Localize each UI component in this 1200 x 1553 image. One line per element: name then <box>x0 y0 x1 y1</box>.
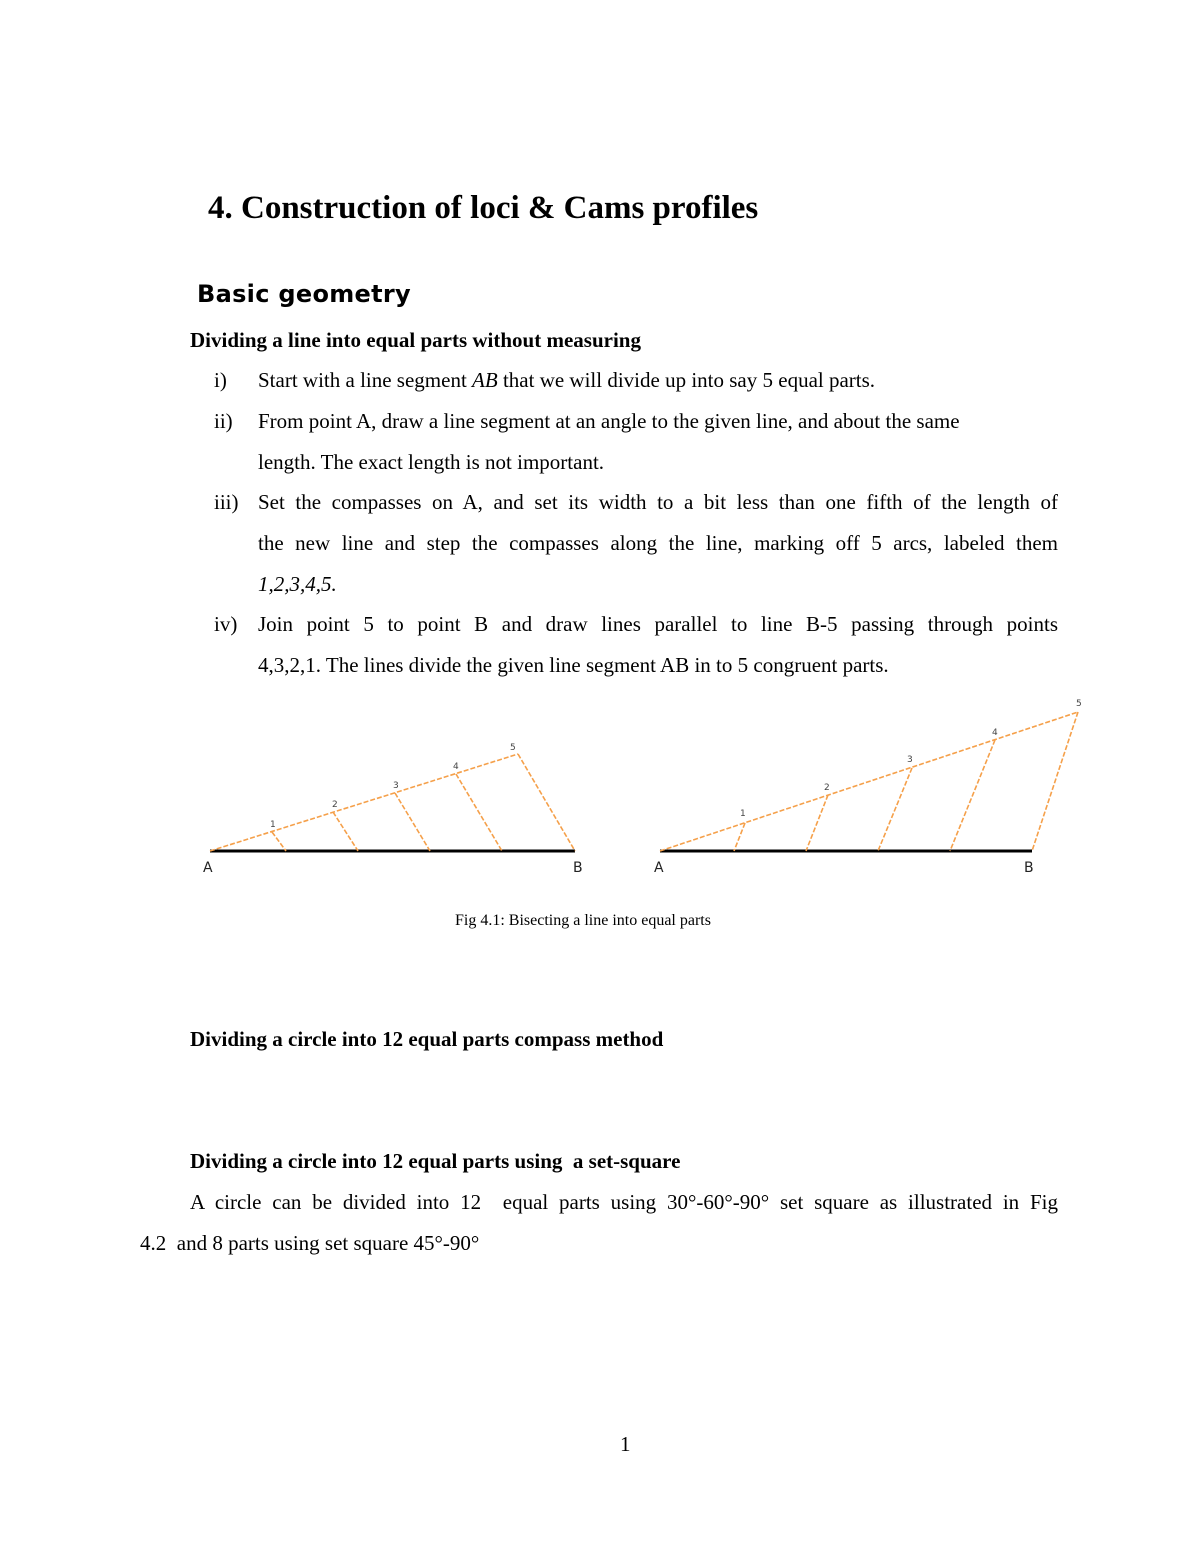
point-a-label: A <box>654 860 664 876</box>
parallel-line-1 <box>734 823 745 851</box>
mark-label-4: 4 <box>453 762 459 772</box>
step-number: ii) <box>214 409 233 433</box>
mark-label-5: 5 <box>1076 699 1082 709</box>
figure-line-division <box>190 690 1110 890</box>
mark-label-1: 1 <box>740 809 746 819</box>
parallel-line-3 <box>878 768 912 851</box>
step-number: iii) <box>214 490 239 514</box>
mark-label-1: 1 <box>270 820 276 830</box>
step-2-continued: length. The exact length is not important. <box>258 450 605 474</box>
parallel-line-4 <box>456 774 502 851</box>
mark-label-4: 4 <box>992 728 998 738</box>
join-line-5-b <box>518 754 575 851</box>
paragraph-line-1: A circle can be divided into 12 equal parts using 30°-60°-90° set square as illustrated in Fig <box>190 1190 1058 1214</box>
construction-line <box>210 754 518 851</box>
mark-label-3: 3 <box>393 781 399 791</box>
paragraph-line-2: 4.2 and 8 parts using set square 45°-90° <box>140 1231 480 1255</box>
mark-label-2: 2 <box>332 800 338 810</box>
parallel-line-4 <box>950 740 995 851</box>
subsection-heading-circle-set-square: Dividing a circle into 12 equal parts using a set-square <box>190 1149 681 1173</box>
step-number: i) <box>214 368 227 392</box>
join-line-5-b <box>1032 712 1078 851</box>
step-number: iv) <box>214 612 238 636</box>
mark-label-3: 3 <box>907 755 913 765</box>
mark-label-2: 2 <box>824 783 830 793</box>
figure-caption: Fig 4.1: Bisecting a line into equal parts <box>455 912 711 929</box>
parallel-line-2 <box>333 812 358 851</box>
step-3-marks: 1,2,3,4,5. <box>258 572 337 596</box>
point-b-label: B <box>1024 860 1034 876</box>
page-title: 4. Construction of loci & Cams profiles <box>208 190 759 226</box>
step-3-continued: the new line and step the compasses along the line, marking off 5 arcs, labeled them <box>258 531 1058 555</box>
right-diagram <box>654 699 1082 876</box>
step-4-continued: 4,3,2,1. The lines divide the given line segment AB in to 5 congruent parts. <box>258 653 889 677</box>
left-diagram <box>203 743 583 876</box>
subsection-heading-dividing-line: Dividing a line into equal parts without measuring <box>190 328 641 352</box>
step-text: Join point 5 to point B and draw lines parallel to line B-5 passing through points <box>258 612 1058 636</box>
construction-line <box>660 712 1078 851</box>
parallel-line-1 <box>272 832 286 851</box>
mark-label-5: 5 <box>510 743 516 753</box>
point-b-label: B <box>573 860 583 876</box>
step-text: From point A, draw a line segment at an angle to the given line, and about the same <box>258 409 960 433</box>
page-number: 1 <box>620 1432 631 1456</box>
point-a-label: A <box>203 860 213 876</box>
step-text: Set the compasses on A, and set its width to a bit less than one fifth of the length of <box>258 490 1058 514</box>
parallel-line-3 <box>395 793 430 851</box>
subsection-heading-circle-compass: Dividing a circle into 12 equal parts compass method <box>190 1027 664 1051</box>
section-heading: Basic geometry <box>197 280 411 308</box>
parallel-line-2 <box>806 795 828 851</box>
step-text: Start with a line segment AB that we will divide up into say 5 equal parts. <box>258 368 876 392</box>
